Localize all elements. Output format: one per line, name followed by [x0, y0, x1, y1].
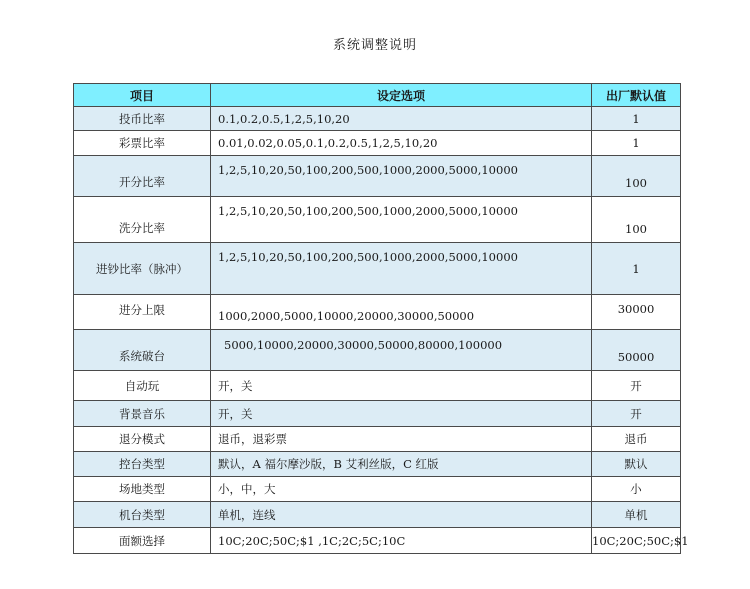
row-default: 100	[592, 156, 681, 197]
table-row	[74, 197, 681, 243]
row-item: 开分比率	[74, 156, 211, 197]
row-item: 进钞比率（脉冲）	[74, 243, 211, 295]
row-item: 洗分比率	[74, 197, 211, 243]
table-row	[74, 401, 681, 427]
row-options: 默认，A 福尔摩沙版，B 艾利丝版，C 红版	[211, 452, 592, 477]
header-options: 设定选项	[211, 84, 592, 107]
row-default: 默认	[592, 452, 681, 477]
row-item: 彩票比率	[74, 131, 211, 156]
row-default: 50000	[592, 330, 681, 371]
row-item: 自动玩	[74, 371, 211, 401]
table-row	[74, 477, 681, 502]
row-item: 系统破台	[74, 330, 211, 371]
row-default: 1	[592, 131, 681, 156]
row-default: 10C;20C;50C;$1	[592, 528, 681, 554]
row-default: 1	[592, 243, 681, 295]
table-header-row	[74, 84, 681, 107]
row-item: 背景音乐	[74, 401, 211, 427]
row-options: 单机，连线	[211, 502, 592, 528]
table-row	[74, 156, 681, 197]
table-row	[74, 107, 681, 131]
row-default: 单机	[592, 502, 681, 528]
table-row	[74, 528, 681, 554]
row-item: 控台类型	[74, 452, 211, 477]
row-default: 退币	[592, 427, 681, 452]
row-options: 开，关	[211, 401, 592, 427]
row-options: 退币，退彩票	[211, 427, 592, 452]
row-item: 退分模式	[74, 427, 211, 452]
row-item: 投币比率	[74, 107, 211, 131]
table-row	[74, 131, 681, 156]
row-item: 进分上限	[74, 295, 211, 330]
row-options: 小，中，大	[211, 477, 592, 502]
row-options: 5000,10000,20000,30000,50000,80000,100000	[211, 330, 592, 371]
table-row	[74, 452, 681, 477]
row-options: 1,2,5,10,20,50,100,200,500,1000,2000,5000,10000	[211, 243, 592, 295]
table-row	[74, 330, 681, 371]
row-options: 10C;20C;50C;$1 ,1C;2C;5C;10C	[211, 528, 592, 554]
row-default: 1	[592, 107, 681, 131]
table-row	[74, 295, 681, 330]
page-title: 系统调整说明	[332, 38, 417, 53]
row-options: 1,2,5,10,20,50,100,200,500,1000,2000,5000,10000	[211, 197, 592, 243]
header-item: 项目	[74, 84, 211, 107]
row-default: 30000	[592, 295, 681, 330]
row-default: 小	[592, 477, 681, 502]
row-default: 开	[592, 371, 681, 401]
row-options: 0.1,0.2,0.5,1,2,5,10,20	[211, 107, 592, 131]
table-row	[74, 502, 681, 528]
table-row	[74, 243, 681, 295]
row-options: 1000,2000,5000,10000,20000,30000,50000	[211, 295, 592, 330]
table-row	[74, 371, 681, 401]
row-options: 0.01,0.02,0.05,0.1,0.2,0.5,1,2,5,10,20	[211, 131, 592, 156]
row-default: 开	[592, 401, 681, 427]
table-row	[74, 427, 681, 452]
row-options: 1,2,5,10,20,50,100,200,500,1000,2000,5000,10000	[211, 156, 592, 197]
row-item: 面额选择	[74, 528, 211, 554]
header-default: 出厂默认值	[592, 84, 681, 107]
row-item: 机台类型	[74, 502, 211, 528]
row-options: 开，关	[211, 371, 592, 401]
settings-table	[73, 83, 689, 554]
row-default: 100	[592, 197, 681, 243]
row-item: 场地类型	[74, 477, 211, 502]
